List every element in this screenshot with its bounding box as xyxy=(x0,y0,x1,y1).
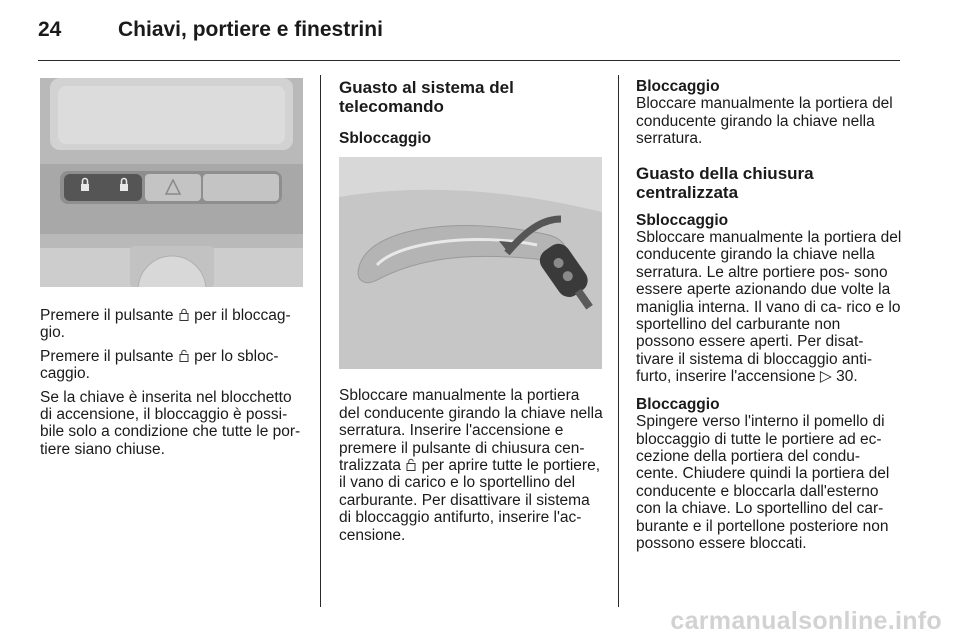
paragraph xyxy=(40,348,304,383)
page-number: 24 xyxy=(38,18,62,41)
unlock-icon xyxy=(179,349,189,362)
column-divider xyxy=(320,75,321,607)
text: per aprire tutte le portiere, il vano di carico e lo sportellino del carburante. Per disattivare il sistema di bloccaggio antifurto, inserire l'ac- censione. xyxy=(339,457,600,544)
lock-buttons-panel-image xyxy=(40,78,303,287)
door-handle-key-image xyxy=(339,157,602,369)
paragraph: Bloccare manualmente la portiera del conducente girando la chiave nella serratura. xyxy=(636,95,893,148)
paragraph: Se la chiave è inserita nel blocchetto di accensione, il bloccaggio è possi- bile solo a condizione che tutte le por- tiere siano chiuse. xyxy=(40,388,301,458)
paragraph: Spingere verso l'interno il pomello di bloccaggio di tutte le portiere ad ec- cezione della portiera del condu- cente. Chiudere quindi la portiera del conducente e bloccarla dall'esterno con la chiave. Lo sportellino del car- burante e il portellone posteriore non possono essere bloccati. xyxy=(636,413,890,552)
text: per lo sbloc- caggio. xyxy=(40,347,279,383)
text: Sbloccare manualmente la portiera del conducente girando la chiave nella serratura. Inserire l'accensione e premere il pulsante di chiusura cen- tralizzata xyxy=(339,387,603,475)
watermark: carmanualsonline.info xyxy=(670,607,942,635)
column-left xyxy=(40,78,304,464)
unlock-icon xyxy=(406,458,416,471)
lock-icon xyxy=(179,308,189,321)
section-heading: Guasto della chiusura centralizzata xyxy=(636,163,814,202)
paragraph xyxy=(40,307,304,342)
subheading: Bloccaggio xyxy=(636,395,720,413)
text: per il bloccag- gio. xyxy=(40,307,291,342)
page-title: Chiavi, portiere e finestrini xyxy=(118,18,383,41)
header-rule xyxy=(38,60,900,61)
paragraph xyxy=(339,387,603,544)
subheading: Bloccaggio xyxy=(636,78,720,95)
subheading: Sbloccaggio xyxy=(339,130,432,147)
column-right xyxy=(636,78,902,558)
text: Premere il pulsante xyxy=(40,307,174,324)
paragraph: Sbloccare manualmente la portiera del conducente girando la chiave nella serratura. Le altre portiere pos- sono essere aperte azionando due volte la maniglia interna. Il vano di ca- rico e lo sportellino del carburante non possono essere aperti. Per disat- tivare il sistema di bloccaggio anti- furto, inserire l'accensione ▷ 30. xyxy=(636,229,902,386)
subheading: Sbloccaggio xyxy=(636,211,729,229)
column-divider xyxy=(618,75,619,607)
text: Premere il pulsante xyxy=(40,347,174,365)
section-heading: Guasto al sistema del telecomando xyxy=(339,78,514,116)
column-middle xyxy=(339,78,603,550)
